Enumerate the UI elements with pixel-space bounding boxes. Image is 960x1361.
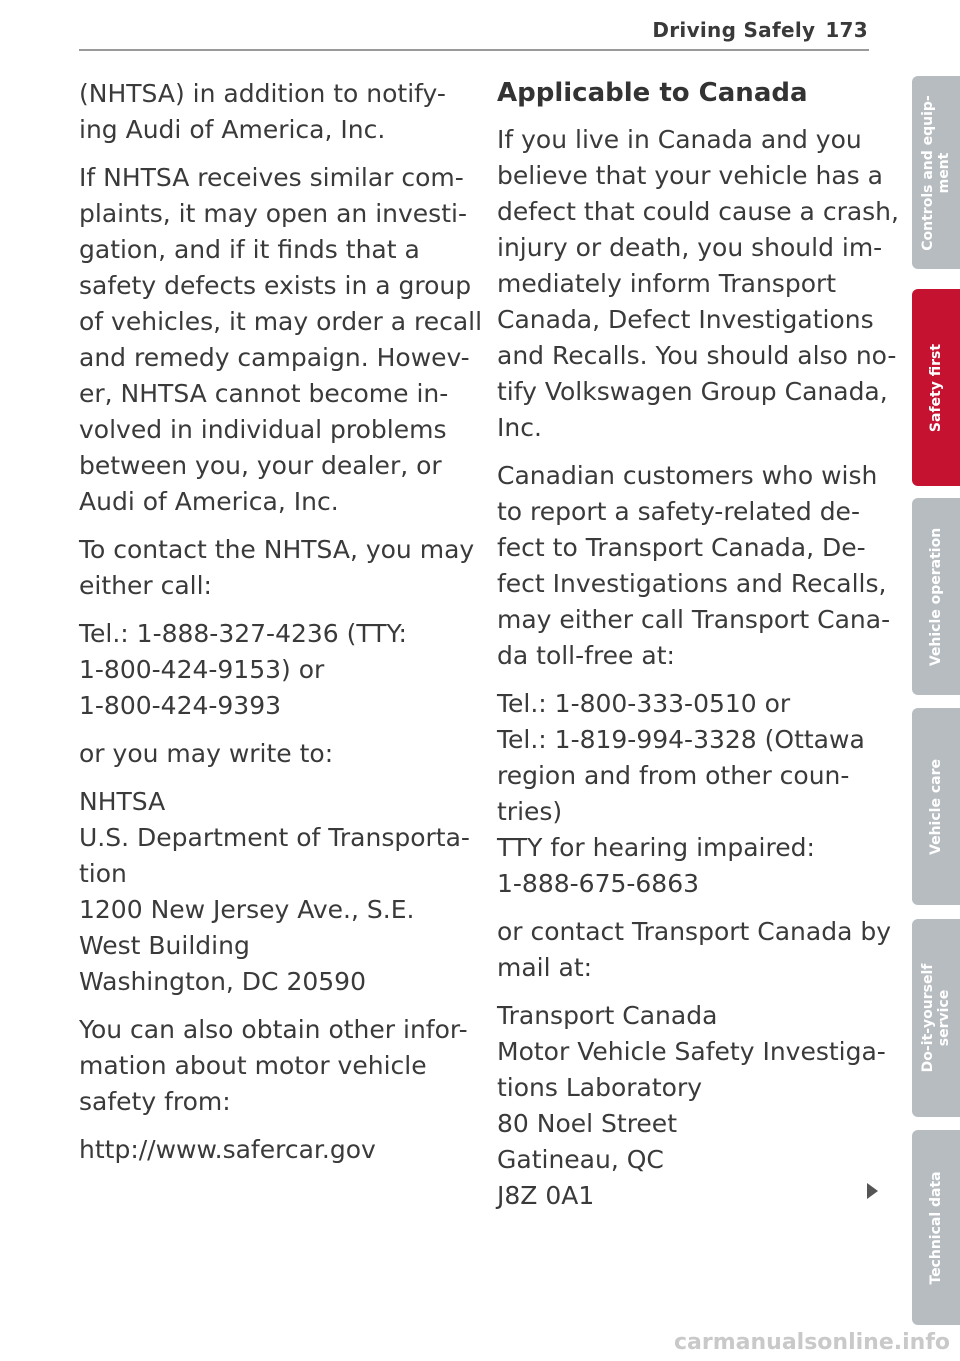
- text-line: Canadian customers who wish: [497, 461, 878, 490]
- text-line: fect Investigations and Recalls,: [497, 569, 887, 598]
- header-section-title: [652, 18, 868, 42]
- page-number: 173: [825, 18, 868, 42]
- text-line: 80 Noel Street: [497, 1109, 677, 1138]
- text-line: Motor Vehicle Safety Investiga-: [497, 1037, 886, 1066]
- text-line: Inc.: [497, 413, 542, 442]
- chapter-tab-label: Safety first: [928, 343, 944, 432]
- text-line: volved in individual problems: [79, 415, 447, 444]
- chapter-tab-4[interactable]: [912, 919, 960, 1117]
- chapter-tab-label: Vehicle care: [928, 758, 944, 855]
- text-line: tries): [497, 797, 563, 826]
- text-line: region and from other coun-: [497, 761, 850, 790]
- text-line: believe that your vehicle has a: [497, 161, 883, 190]
- text-line: or you may write to:: [79, 739, 334, 768]
- paragraph: [497, 998, 886, 1214]
- text-line: either call:: [79, 571, 212, 600]
- paragraph: [79, 1012, 468, 1120]
- text-line: tify Volkswagen Group Canada,: [497, 377, 888, 406]
- chapter-tab-3[interactable]: [912, 708, 960, 905]
- text-line: Audi of America, Inc.: [79, 487, 339, 516]
- chapter-tab-label: Controls and equip- ment: [920, 94, 952, 251]
- canada-heading: Applicable to Canada: [497, 78, 808, 108]
- text-line: http://www.safercar.gov: [79, 1135, 376, 1164]
- text-line: to report a safety-related de-: [497, 497, 860, 526]
- text-line: between you, your dealer, or: [79, 451, 442, 480]
- chapter-tab-5[interactable]: [912, 1130, 960, 1325]
- paragraph: [79, 616, 451, 724]
- text-line: Tel.: 1-819-994-3328 (Ottawa: [497, 725, 865, 754]
- text-line: If you live in Canada and you: [497, 125, 862, 154]
- chapter-tab-0[interactable]: [912, 76, 960, 269]
- text-line: 1-800-424-9153) or: [79, 655, 325, 684]
- section-name: Driving Safely: [652, 18, 816, 42]
- text-line: or contact Transport Canada by: [497, 917, 892, 946]
- text-line: Canada, Defect Investigations: [497, 305, 874, 334]
- text-line: Tel.: 1-888-327-4236 (TTY:: [79, 619, 407, 648]
- text-line: U.S. Department of Transporta-: [79, 823, 470, 852]
- chapter-tab-2[interactable]: [912, 498, 960, 695]
- paragraph: [79, 160, 483, 520]
- text-line: of vehicles, it may order a recall: [79, 307, 483, 336]
- text-line: er, NHTSA cannot become in-: [79, 379, 449, 408]
- text-line: J8Z 0A1: [497, 1181, 595, 1210]
- text-line: NHTSA: [79, 787, 166, 816]
- text-line: mediately inform Transport: [497, 269, 837, 298]
- text-line: safety from:: [79, 1087, 231, 1116]
- text-line: To contact the NHTSA, you may: [79, 535, 475, 564]
- paragraph: [79, 76, 451, 148]
- paragraph: [497, 686, 877, 902]
- text-line: Transport Canada: [497, 1001, 718, 1030]
- text-line: If NHTSA receives similar com-: [79, 163, 464, 192]
- text-line: gation, and if it finds that a: [79, 235, 420, 264]
- text-line: 1-800-424-9393: [79, 691, 282, 720]
- text-line: Gatineau, QC: [497, 1145, 664, 1174]
- text-line: 1200 New Jersey Ave., S.E.: [79, 895, 415, 924]
- left-column: [79, 76, 483, 1168]
- paragraph: [79, 1132, 451, 1168]
- paragraph-gap: [79, 1120, 451, 1132]
- paragraph: [497, 914, 892, 986]
- paragraph-gap: [79, 724, 451, 736]
- text-line: Tel.: 1-800-333-0510 or: [497, 689, 791, 718]
- text-line: fect to Transport Canada, De-: [497, 533, 866, 562]
- text-line: tion: [79, 859, 127, 888]
- chapter-tab-1[interactable]: [912, 289, 960, 486]
- text-line: may either call Transport Cana-: [497, 605, 891, 634]
- text-line: defect that could cause a crash,: [497, 197, 899, 226]
- header-rule: [79, 49, 869, 51]
- paragraph-gap: [79, 148, 451, 160]
- text-line: ing Audi of America, Inc.: [79, 115, 386, 144]
- paragraph-gap: [79, 604, 451, 616]
- paragraph: [497, 458, 891, 674]
- paragraph-gap: [497, 674, 877, 686]
- text-line: West Building: [79, 931, 250, 960]
- chapter-tab-label: Do-it-yourself service: [920, 963, 952, 1073]
- right-column: [497, 76, 899, 1214]
- paragraph: [79, 784, 470, 1000]
- paragraph: [79, 532, 475, 604]
- text-line: 1-888-675-6863: [497, 869, 700, 898]
- canada-paragraphs: [497, 122, 899, 1214]
- text-line: mail at:: [497, 953, 593, 982]
- chapter-tab-label: Technical data: [928, 1170, 944, 1285]
- text-line: mation about motor vehicle: [79, 1051, 427, 1080]
- text-line: injury or death, you should im-: [497, 233, 883, 262]
- paragraph-gap: [79, 1000, 451, 1012]
- text-line: You can also obtain other infor-: [79, 1015, 468, 1044]
- text-line: Washington, DC 20590: [79, 967, 366, 996]
- paragraph: [497, 122, 899, 446]
- paragraph: [79, 736, 451, 772]
- watermark: carmanualsonline.info: [674, 1330, 950, 1355]
- text-line: plaints, it may open an investi-: [79, 199, 467, 228]
- text-line: tions Laboratory: [497, 1073, 703, 1102]
- text-line: and remedy campaign. Howev-: [79, 343, 470, 372]
- text-line: safety defects exists in a group: [79, 271, 472, 300]
- text-line: da toll-free at:: [497, 641, 675, 670]
- chapter-tab-label: Vehicle operation: [928, 527, 944, 666]
- paragraph-gap: [497, 902, 877, 914]
- text-line: TTY for hearing impaired:: [497, 833, 815, 862]
- paragraph-gap: [79, 520, 451, 532]
- triangle-right-icon: [867, 1183, 878, 1199]
- paragraph-gap: [497, 986, 877, 998]
- paragraph-gap: [79, 772, 451, 784]
- text-line: and Recalls. You should also no-: [497, 341, 897, 370]
- text-line: (NHTSA) in addition to notify-: [79, 79, 446, 108]
- paragraph-gap: [497, 446, 877, 458]
